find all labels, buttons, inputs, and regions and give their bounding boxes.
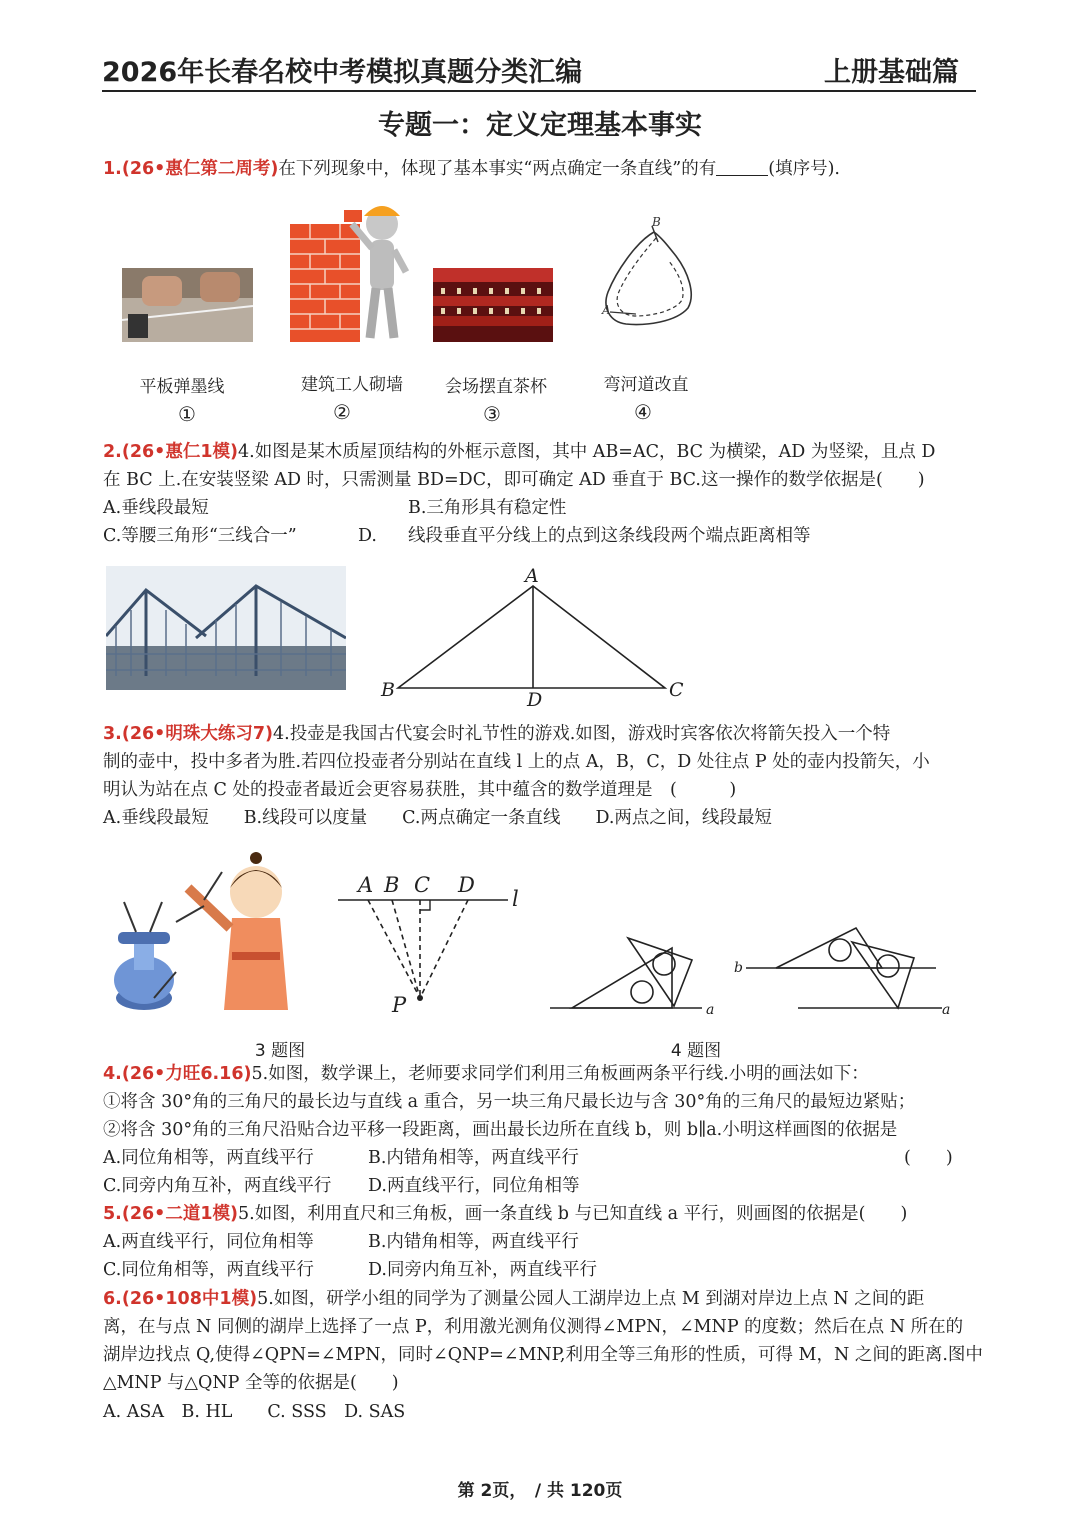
- q6-text-1: 5.如图，研学小组的同学为了测量公园人工湖岸边上点 M 到湖对岸边上点 N 之间的距: [257, 1289, 925, 1309]
- q5-option-d[interactable]: D.同旁内角互补，两直线平行: [368, 1260, 597, 1280]
- q6-stem-2: 离，在与点 N 同侧的湖岸上选择了一点 P，利用激光测角仪测得∠MPN，∠MNP 的度数；然后在点 N 所在的: [103, 1317, 964, 1337]
- q2-label-d: D: [527, 689, 543, 710]
- q3-label-b: B: [384, 873, 400, 897]
- q2-option-c[interactable]: C.等腰三角形“三线合一”: [103, 526, 297, 546]
- q3-label-a: A: [358, 873, 374, 897]
- q5-option-b[interactable]: B.内错角相等，两直线平行: [368, 1232, 579, 1252]
- q2-label-b: B: [381, 679, 395, 701]
- q1-image-bricklayer: [290, 194, 410, 344]
- q3-stem-1: [103, 720, 983, 748]
- q1-num-3: ③: [483, 402, 501, 426]
- q6-options[interactable]: A. ASA B. HL C. SSS D. SAS: [103, 1402, 406, 1422]
- q2-image-roof-frame: [106, 566, 346, 690]
- q4-setsquare-figure-right: [732, 918, 962, 1022]
- q6-stem-3: 湖岸边找点 Q,使得∠QPN=∠MPN，同时∠QNP=∠MNP,利用全等三角形的性质，可得 M，N 之间的距离.图中: [103, 1345, 983, 1365]
- q1-num-1: ①: [178, 402, 196, 426]
- q3-label-p: P: [392, 993, 407, 1017]
- q1-tag: 1.(26•惠仁第二周考): [103, 159, 279, 179]
- q4-tag: 4.(26•力旺6.16): [103, 1064, 252, 1084]
- q2-tag: 2.(26•惠仁1模): [103, 442, 239, 462]
- caption-figure-4: 4 题图: [670, 1041, 722, 1061]
- q1-image-river: [596, 212, 706, 342]
- header-left-title: 2026年长春名校中考模拟真题分类汇编: [102, 57, 583, 88]
- page-footer: 第 2页， / 共 120页: [457, 1481, 623, 1501]
- q3-line-figure: [334, 860, 534, 1020]
- caption-figure-3: 3 题图: [254, 1041, 306, 1061]
- q4-left-label-a: a: [706, 1002, 715, 1018]
- river-label-b: B: [652, 215, 661, 229]
- q2-label-a: A: [525, 565, 539, 587]
- q1-text-end: (填序号).: [768, 159, 840, 179]
- q1-caption-1: 平板弹墨线: [139, 377, 225, 397]
- q6-stem-4: △MNP 与△QNP 全等的依据是( ): [103, 1373, 399, 1393]
- q4-stem-1: [103, 1060, 983, 1088]
- river-label-a: A: [602, 303, 611, 317]
- q2-option-b[interactable]: B.三角形具有稳定性: [408, 498, 567, 518]
- q1-stem: [103, 155, 983, 183]
- q2-text-1: 4.如图是某木质屋顶结构的外框示意图，其中 AB=AC，BC 为横梁，AD 为竖梁，且点 D: [238, 442, 936, 462]
- q4-answer-paren[interactable]: ( ): [904, 1148, 953, 1168]
- q1-num-2: ②: [333, 400, 351, 424]
- q3-options[interactable]: A.垂线段最短 B.线段可以度量 C.两点确定一条直线 D.两点之间，线段最短: [103, 808, 772, 828]
- q5-option-c[interactable]: C.同位角相等，两直线平行: [103, 1260, 314, 1280]
- q3-image-touhu-game: [104, 848, 304, 1018]
- q2-stem-2: 在 BC 上.在安装竖梁 AD 时，只需测量 BD=DC，即可确定 AD 垂直于 BC.这一操作的数学依据是( ): [103, 470, 925, 490]
- q3-label-d: D: [458, 873, 475, 897]
- header-divider: [102, 90, 976, 92]
- q1-caption-3: 会场摆直茶杯: [445, 377, 547, 397]
- q3-text-1: 4.投壶是我国古代宴会时礼节性的游戏.如图，游戏时宾客依次将箭矢投入一个特: [273, 724, 891, 744]
- q5-tag: 5.(26•二道1模): [103, 1204, 239, 1224]
- q2-option-d-label[interactable]: D.: [358, 526, 377, 546]
- q2-triangle-figure: [375, 562, 695, 710]
- q5-text-1: 5.如图，利用直尺和三角板，画一条直线 b 与已知直线 a 平行，则画图的依据是( ): [238, 1204, 908, 1224]
- q1-num-4: ④: [634, 400, 652, 424]
- q1-caption-2: 建筑工人砌墙: [301, 375, 403, 395]
- q3-label-c: C: [414, 873, 431, 897]
- q4-right-label-b: b: [734, 960, 743, 976]
- q1-text: 在下列现象中，体现了基本事实“两点确定一条直线”的有: [278, 159, 717, 179]
- q2-label-c: C: [669, 679, 684, 701]
- q3-stem-3: 明认为站在点 C 处的投壶者最近会更容易获胜，其中蕴含的数学道理是 ( ): [103, 780, 737, 800]
- q3-label-l: l: [512, 887, 519, 911]
- q6-stem-1: [103, 1285, 983, 1313]
- q1-image-conference-cups: [433, 268, 553, 342]
- q1-answer-blank[interactable]: [716, 157, 768, 176]
- q4-stem-2: ①将含 30°角的三角尺的最长边与直线 a 重合，另一块三角尺最长边与含 30°角的三角尺的最短边紧贴；: [103, 1092, 916, 1112]
- q4-setsquare-figure-left: [546, 926, 726, 1022]
- q6-tag: 6.(26•108中1模): [103, 1289, 258, 1309]
- q1-image-ink-line: [122, 268, 253, 342]
- q1-caption-4: 弯河道改直: [603, 375, 689, 395]
- header-right-title: 上册基础篇: [824, 57, 959, 88]
- q4-right-label-a: a: [942, 1002, 951, 1018]
- q4-option-b[interactable]: B.内错角相等，两直线平行: [368, 1148, 579, 1168]
- q4-option-c[interactable]: C.同旁内角互补，两直线平行: [103, 1176, 332, 1196]
- q5-option-a[interactable]: A.两直线平行，同位角相等: [103, 1232, 314, 1252]
- q4-option-a[interactable]: A.同位角相等，两直线平行: [103, 1148, 314, 1168]
- q2-option-d[interactable]: 线段垂直平分线上的点到这条线段两个端点距离相等: [408, 526, 811, 546]
- q5-stem-1: [103, 1200, 983, 1228]
- q4-option-d[interactable]: D.两直线平行，同位角相等: [368, 1176, 580, 1196]
- q3-tag: 3.(26•明珠大练习7): [103, 724, 274, 744]
- q3-stem-2: 制的壶中，投中多者为胜.若四位投壶者分别站在直线 l 上的点 A，B，C，D 处往点 P 处的壶内投箭矢，小: [103, 752, 930, 772]
- q2-option-a[interactable]: A.垂线段最短: [103, 498, 209, 518]
- q2-stem-1: [103, 438, 983, 466]
- q4-text-1: 5.如图，数学课上，老师要求同学们利用三角板画两条平行线.小明的画法如下：: [251, 1064, 869, 1084]
- q4-stem-3: ②将含 30°角的三角尺沿贴合边平移一段距离，画出最长边所在直线 b，则 b∥a.小明这样画图的依据是: [103, 1120, 898, 1140]
- section-title: 专题一：定义定理基本事实: [378, 110, 702, 141]
